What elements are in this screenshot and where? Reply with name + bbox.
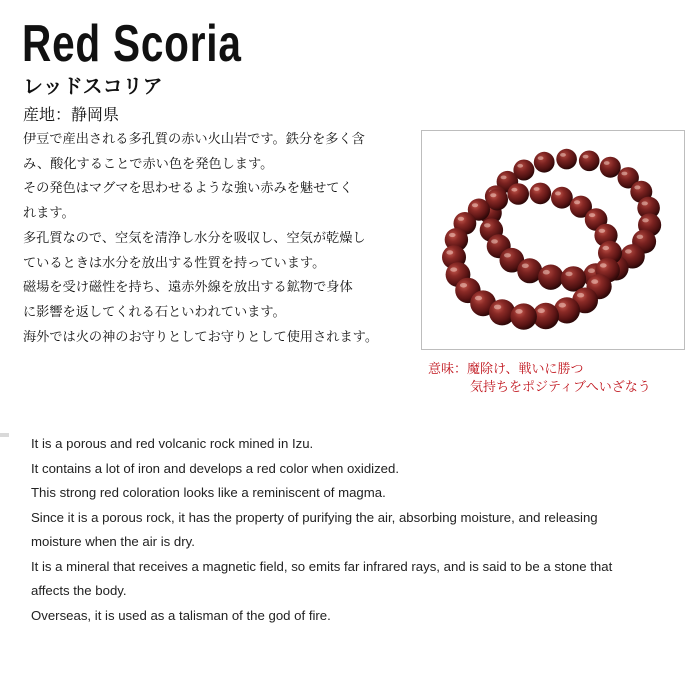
bead-highlight — [621, 172, 627, 176]
bead-highlight — [583, 155, 589, 159]
meaning-caption — [428, 361, 651, 397]
bead — [538, 265, 563, 290]
bead-highlight — [560, 153, 566, 157]
jp-line: 伊豆で産出される多孔質の赤い火山岩です。鉄分を多く含 — [23, 132, 365, 147]
japanese-description — [23, 128, 403, 350]
bead-highlight — [460, 283, 467, 288]
bead-highlight — [634, 185, 640, 189]
origin-label: 産地：静岡県 — [23, 105, 120, 124]
bead-highlight — [449, 233, 456, 237]
bead-highlight — [450, 267, 457, 271]
en-line: This strong red coloration looks like a reminiscent of magma. — [31, 485, 386, 500]
bead-highlight — [577, 293, 584, 298]
meaning-line-2: 気持ちをポジティブへいざなう — [470, 380, 651, 395]
en-line: affects the body. — [31, 583, 127, 598]
en-line: Since it is a porous rock, it has the property of purifying the air, absorbing moisture, and releasing — [31, 509, 598, 525]
bead-highlight — [588, 268, 595, 273]
bracelet-ring-front — [442, 183, 622, 330]
bead-highlight — [490, 193, 496, 197]
jp-line: 磁場を受け磁性を持ち、遠赤外線を放出する鉱物で身体 — [23, 280, 353, 296]
bead — [561, 266, 586, 291]
bead-highlight — [538, 308, 545, 313]
jp-line: み、酸化することで赤い色を発色します。 — [23, 156, 274, 172]
en-line: It is a porous and red volcanic rock mined in Izu. — [31, 436, 314, 451]
subtitle-katakana: レッドスコリア — [23, 74, 163, 98]
bead-highlight — [599, 229, 606, 233]
bead-highlight — [511, 188, 517, 192]
bead-highlight — [538, 156, 544, 160]
bead-highlight — [591, 279, 598, 284]
bead-highlight — [458, 217, 464, 221]
jp-line: 多孔質なので、空気を清浄し水分を吸収し、空気が乾燥し — [23, 230, 366, 246]
bead-highlight — [642, 218, 649, 222]
bead-highlight — [515, 309, 522, 314]
page-title: Red Scoria — [22, 15, 242, 73]
bead-highlight — [589, 213, 595, 217]
bead — [530, 183, 552, 205]
bead-highlight — [625, 249, 632, 253]
english-description — [31, 432, 671, 628]
en-line: moisture when the air is dry. — [31, 534, 195, 549]
bead-highlight — [604, 161, 610, 165]
bracelet-ring-back — [479, 149, 661, 292]
bead — [534, 152, 555, 173]
bead-highlight — [600, 263, 607, 267]
bead-highlight — [484, 223, 491, 227]
bead-highlight — [522, 264, 529, 269]
bead-highlight — [543, 270, 550, 275]
bead-highlight — [504, 253, 511, 257]
bracelet-photo — [421, 130, 685, 350]
section-marker — [0, 433, 9, 437]
jp-line: に影響を返してくれる石といわれています。 — [23, 304, 286, 320]
bead — [556, 149, 577, 170]
bead-highlight — [555, 191, 561, 195]
bead-highlight — [494, 305, 501, 310]
meaning-line-1: 意味：魔除け、戦いに勝つ — [428, 362, 584, 377]
bead-highlight — [603, 246, 610, 250]
bead-highlight — [472, 203, 478, 207]
jp-line: れます。 — [23, 206, 75, 222]
bead-highlight — [501, 176, 507, 180]
bead — [511, 303, 537, 329]
bead-highlight — [565, 272, 572, 277]
bead — [507, 183, 529, 205]
bead — [551, 187, 573, 209]
bead-highlight — [475, 296, 482, 301]
bead-highlight — [574, 200, 580, 204]
jp-line: ているときは水分を放出する性質を持っています。 — [23, 255, 326, 271]
bead-highlight — [446, 250, 453, 254]
bead-highlight — [491, 239, 498, 243]
bead — [600, 157, 621, 178]
bead-highlight — [559, 303, 566, 308]
bead — [579, 151, 600, 172]
en-line: It is a mineral that receives a magnetic field, so emits far infrared rays, and is said to be a stone that — [31, 558, 613, 574]
en-line: Overseas, it is used as a talisman of the god of fire. — [31, 607, 331, 623]
jp-line: 海外では火の神のお守りとしてお守りとして使用されます。 — [23, 329, 379, 345]
bead-highlight — [637, 235, 644, 239]
bead-bracelet-photo-icon — [422, 131, 684, 349]
bead-highlight — [517, 164, 523, 168]
jp-line: その発色はマグマを思わせるような強い赤みを魅せてく — [23, 181, 353, 197]
bead-highlight — [642, 201, 648, 205]
en-line: It contains a lot of iron and develops a red color when oxidized. — [31, 460, 400, 476]
bead-highlight — [534, 187, 540, 191]
